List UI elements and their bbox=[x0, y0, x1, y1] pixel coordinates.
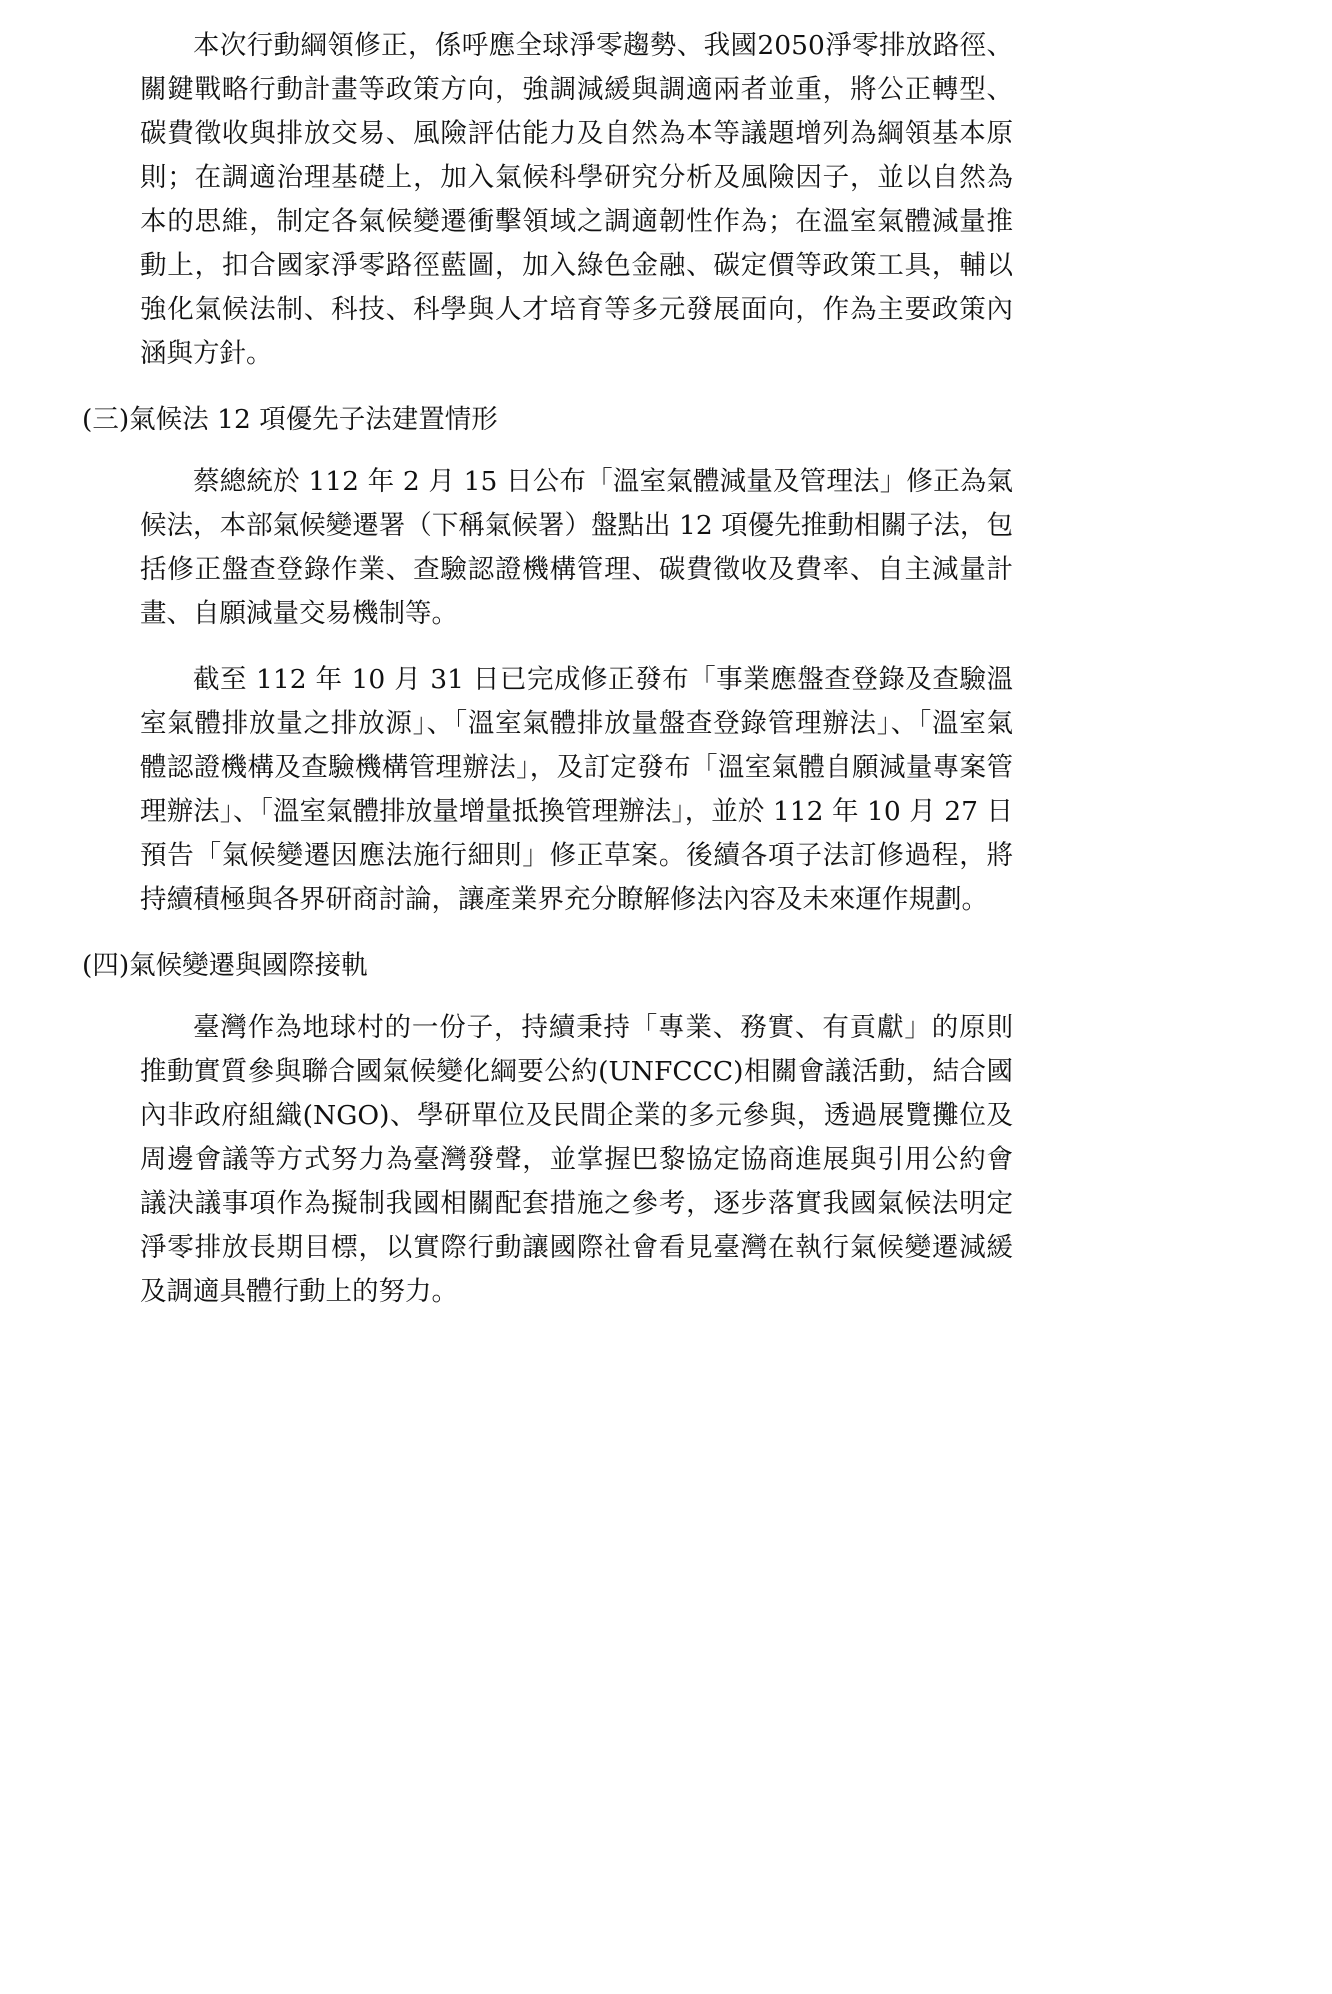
section-heading-3: (三)氣候法 12 項優先子法建置情形 bbox=[82, 404, 498, 435]
section4-paragraph-1: 臺灣作為地球村的一份子，持續秉持「專業、務實、有貢獻」的原則推動實質參與聯合國氣候變化綱要公約(UNFCCC)相關會議活動，結合國內非政府組織(NGO)、學研單位及民間企業的多元參與，透過展覽攤位及周邊會議等方式努力為臺灣發聲，並掌握巴黎協定協商進展與引用公約會議決議事項作為擬制我國相關配套措施之參考，逐步落實我國氣候法明定淨零排放長期目標，以實際行動讓國際社會看見臺灣在執行氣候變遷減緩及調適具體行動上的努力。 bbox=[140, 1012, 1013, 1307]
intro-paragraph: 本次行動綱領修正，係呼應全球淨零趨勢、我國2050淨零排放路徑、關鍵戰略行動計畫等政策方向，強調減緩與調適兩者並重，將公正轉型、碳費徵收與排放交易、風險評估能力及自然為本等議題增列為綱領基本原則；在調適治理基礎上，加入氣候科學研究分析及風險因子，並以自然為本的思維，制定各氣候變遷衝擊領域之調適韌性作為；在溫室氣體減量推動上，扣合國家淨零路徑藍圖，加入綠色金融、碳定價等政策工具，輔以強化氣候法制、科技、科學與人才培育等多元發展面向，作為主要政策內涵與方針。 bbox=[140, 30, 1013, 369]
section3-paragraph-1: 蔡總統於 112 年 2 月 15 日公布「溫室氣體減量及管理法」修正為氣候法，本部氣候變遷署（下稱氣候署）盤點出 12 項優先推動相關子法，包括修正盤查登錄作業、查驗認證機構管理、碳費徵收及費率、自主減量計畫、自願減量交易機制等。 bbox=[140, 466, 1013, 629]
section-heading-4: (四)氣候變遷與國際接軌 bbox=[82, 950, 368, 981]
section3-paragraph-2: 截至 112 年 10 月 31 日已完成修正發布「事業應盤查登錄及查驗溫室氣體排放量之排放源」、「溫室氣體排放量盤查登錄管理辦法」、「溫室氣體認證機構及查驗機構管理辦法」，及訂定發布「溫室氣體自願減量專案管理辦法」、「溫室氣體排放量增量抵換管理辦法」，並於 112 年 10 月 27 日預告「氣候變遷因應法施行細則」修正草案。後續各項子法訂修過程，將持續積極與各界研商討論，讓產業界充分瞭解修法內容及未來運作規劃。 bbox=[140, 664, 1013, 915]
